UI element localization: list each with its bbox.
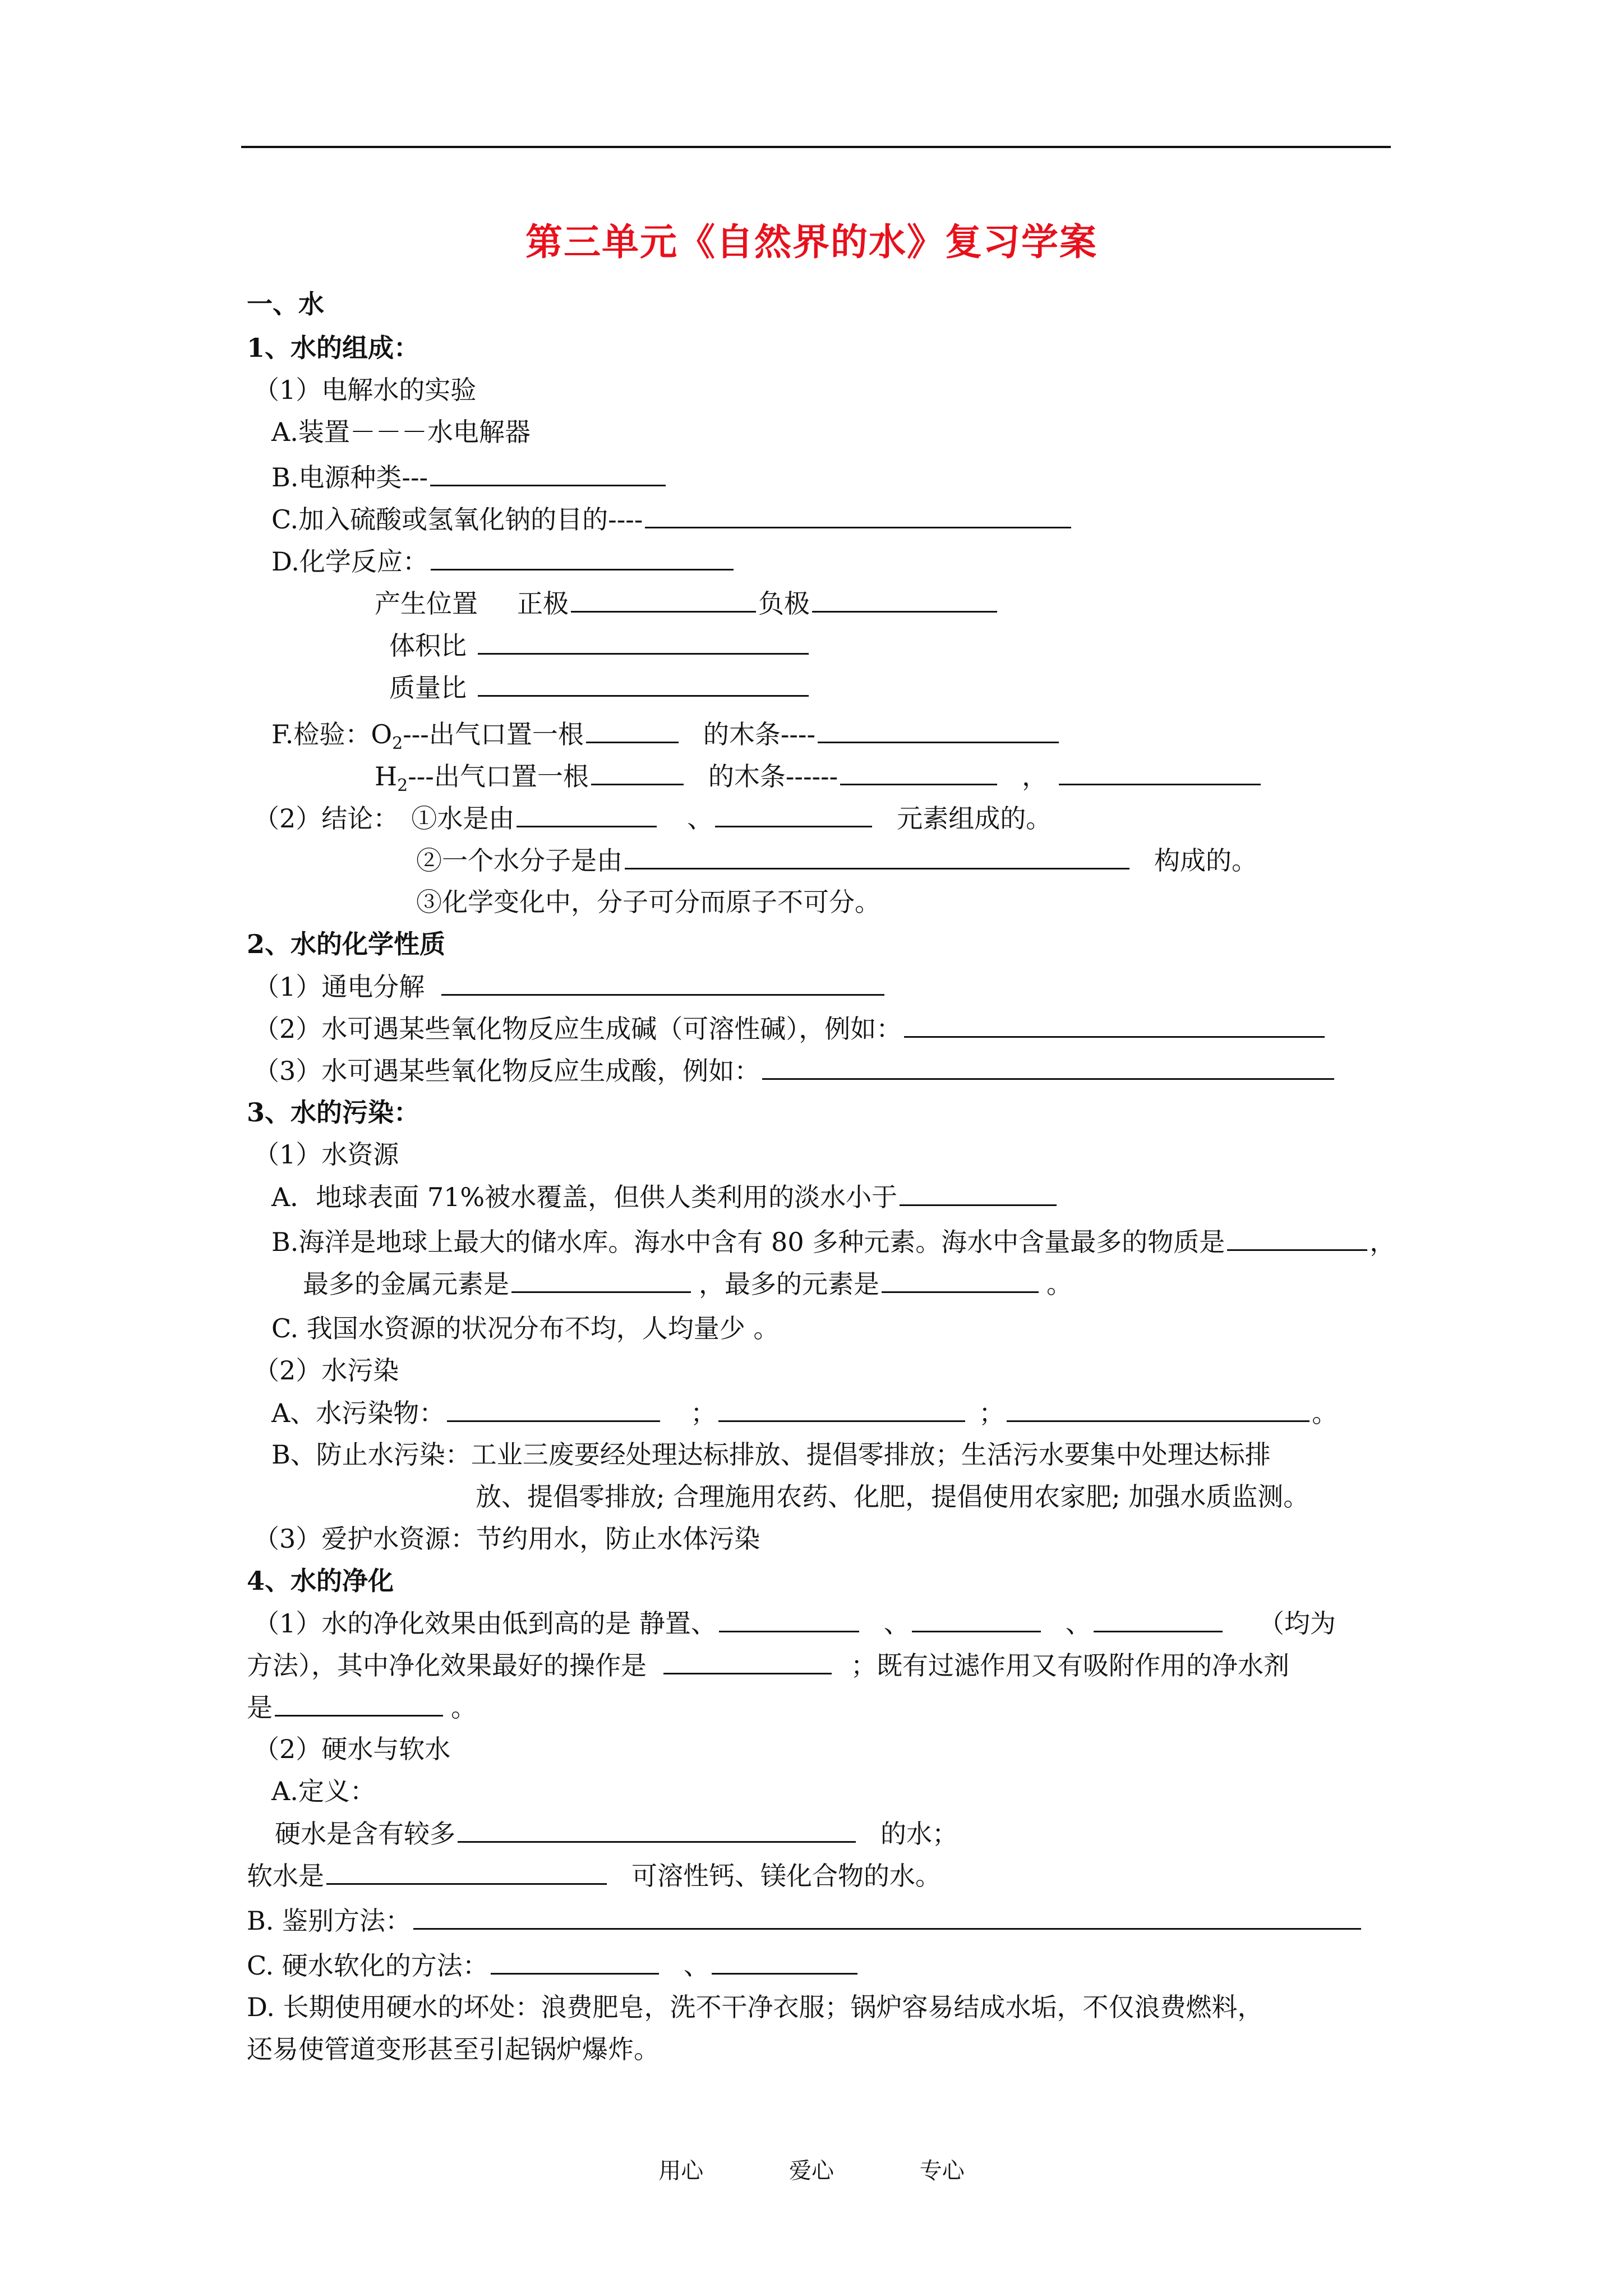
text-line: C.加入硫酸或氢氧化钠的目的---- [271,502,1073,536]
subsection-heading: 3、水的污染： [247,1097,420,1128]
text-line: 方法），其中净化效果最好的操作是 ；既有过滤作用又有吸附作用的净水剂 [247,1648,1289,1682]
text-line: B、防止水污染：工业三废要经处理达标排放、提倡零排放；生活污水要集中处理达标排 [271,1439,1271,1470]
text-line: B.海洋是地球上最大的储水库。海水中含有 80 多种元素。海水中含量最多的物质是 ， [271,1225,1395,1259]
footer-text: 爱心 [789,2158,834,2184]
text-line: $H_2---$出气口置一根 的木条------ ， [375,759,1263,803]
text-line: A.定义： [271,1776,376,1806]
text-line: B. 鉴别方法： [247,1903,1363,1938]
text-line: （2）硬水与软水 [253,1734,451,1764]
page-footer [0,2153,1623,2185]
text-line: （3）水可遇某些氧化物反应生成酸，例如： [253,1053,1336,1088]
text-line: B.电源种类--- [271,460,668,494]
text-line: 最多的金属元素是 ，最多的元素是 。 [303,1267,1072,1301]
text-line: （1）水资源 [253,1139,399,1170]
text-line: C. 硬水软化的方法： 、 [247,1948,860,1982]
footer-text: 专心 [919,2158,965,2184]
document-title: 第三单元《自然界的水》复习学案 [525,220,1098,264]
text-line: A.装置－－－水电解器 [271,417,531,447]
text-line: 硬水是含有较多 的水； [275,1816,958,1851]
text-line: A、水污染物： ； ； 。 [271,1396,1338,1430]
text-line: （2）水可遇某些氧化物反应生成碱（可溶性碱），例如： [253,1011,1327,1046]
text-line: C. 我国水资源的状况分布不均，人均量少 。 [271,1313,780,1343]
subsection-heading: 4、水的净化 [247,1566,394,1596]
text-line: （1）电解水的实验 [253,375,477,405]
text-line: ②一个水分子是由 构成的。 [416,843,1257,877]
subsection-heading: 1、水的组成： [247,333,420,363]
header-rule [241,146,1391,148]
text-line: 是 。 [247,1690,477,1724]
text-line: （3）爱护水资源：节约用水，防止水体污染 [253,1524,760,1554]
text-line: （2）结论： ①水是由 、 元素组成的。 [253,801,1052,835]
footer-text: 用心 [658,2158,704,2184]
text-line: 软水是 可溶性钙、镁化合物的水。 [247,1858,941,1893]
text-line: F.检验：$O_2---$出气口置一根 的木条---- [271,717,1061,761]
text-line: （2）水污染 [253,1355,399,1386]
text-line: D.化学反应： [271,544,736,578]
text-line: 质量比 [389,670,811,705]
text-line: （1）水的净化效果由低到高的是 静置、 、 、 （均为 [253,1606,1336,1640]
section-heading: 一、水 [247,289,324,319]
text-line: （1）通电分解 [253,969,887,1004]
text-line: A．地球表面 71%被水覆盖，但供人类利用的淡水小于 [271,1180,1059,1214]
text-line: 放、提倡零排放; 合理施用农药、化肥，提倡使用农家肥; 加强水质监测。 [476,1481,1310,1512]
text-line: ③化学变化中，分子可分而原子不可分。 [416,887,880,917]
subsection-heading: 2、水的化学性质 [247,929,446,959]
text-line: D. 长期使用硬水的坏处：浪费肥皂，洗不干净衣服；锅炉容易结成水垢，不仅浪费燃料， [247,1992,1264,2022]
text-line: 体积比 [389,628,811,662]
text-line: 还易使管道变形甚至引起锅炉爆炸。 [247,2034,660,2064]
text-line: 产生位置 正极 负极 [375,586,999,620]
